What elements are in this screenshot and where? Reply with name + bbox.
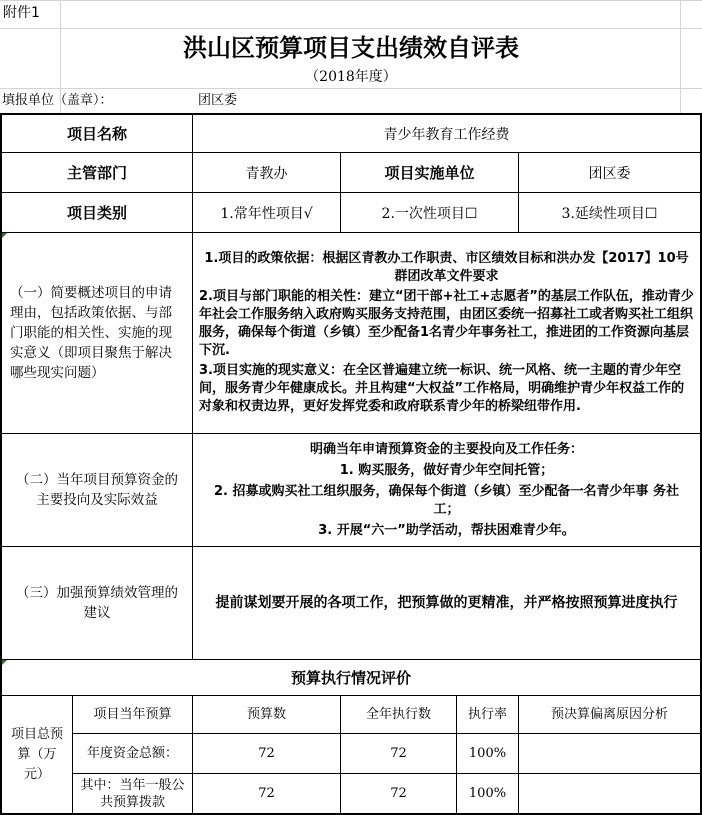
col-header-actual: 全年执行数 [365, 706, 431, 722]
category-option-2: 2.一次性项目☐ [381, 205, 478, 222]
col-header-project-budget: 项目当年预算 [93, 706, 172, 722]
row2-reason [519, 774, 700, 813]
row1-actual: 72 [390, 745, 407, 761]
supervisor-value: 青教办 [245, 165, 288, 182]
project-name-label: 项目名称 [66, 125, 127, 143]
row1-rate: 100% [468, 745, 507, 761]
section1-label: （一）简要概述项目的申请理由，包括政策依据、与部门职能的相关性、实施的现实意义（即项目聚焦于解决哪些现实问题） [10, 285, 172, 381]
filling-unit-value: 团区委 [198, 93, 238, 108]
category-option-1: 1.常年性项目√ [220, 205, 313, 222]
row2-name: 其中：当年一般公共预算拨款 [80, 777, 185, 810]
gridline [0, 88, 702, 89]
section1-line-3: 3.项目实施的现实意义：在全区普遍建立统一标识、统一风格、统一主题的青少年空间，服务青少年健康成长。并且构建“大权益”工作格局，明确维护青少年权益工作的对象和权责边界，更好发挥党委和政府联系青少年的桥梁纽带作用. [199, 363, 685, 414]
section2-line-3: 2. 招募或购买社工组织服务，确保每个街道（乡镇）至少配备一名青少年事 务社工； [213, 483, 680, 517]
row1-budget: 72 [258, 745, 275, 761]
total-budget-label: 项目总预算（万元） [10, 726, 63, 782]
budget-eval-header: 预算执行情况评价 [290, 669, 411, 687]
supervisor-label: 主管部门 [66, 164, 127, 182]
row1-name: 年度资金总额： [86, 745, 178, 761]
gridline [0, 0, 702, 1]
section1-line-1: 1.项目的政策依据：根据区青教办工作职责、市区绩效目标和洪办发【2017】10号群团改革文件要求 [204, 251, 689, 284]
row1-reason [519, 734, 700, 773]
category-option-3: 3.延续性项目☐ [561, 205, 658, 222]
col-header-reason: 预决算偏离原因分析 [550, 706, 668, 722]
section2-line-1: 明确当年申请预算资金的主要投向及工作任务： [309, 441, 583, 457]
row2-actual: 72 [390, 785, 407, 801]
col-header-budget-amount: 预算数 [246, 706, 286, 722]
row2-budget: 72 [258, 785, 275, 801]
col-header-rate: 执行率 [467, 706, 507, 722]
section3-label: （三）加强预算绩效管理的建议 [16, 585, 178, 621]
evaluation-table [0, 113, 702, 815]
row2-rate: 100% [468, 785, 507, 801]
impl-unit-value: 团区委 [588, 165, 631, 182]
section1-line-2: 2.项目与部门职能的相关性：建立“团干部+社工+志愿者”的基层工作队伍，推动青少年社会工作服务纳入政府购买服务支持范围，由团区委统一招募社工或者购买社工组织服务，确保每个街道（乡镇）至少配备1名青少年事务社工，推进团的工作资源向基层下沉. [199, 289, 694, 358]
section3-text: 提前谋划要开展的各项工作，把预算做的更精准，并严格按照预算进度执行 [215, 595, 678, 611]
category-label: 项目类别 [66, 204, 127, 222]
attachment-label: 附件1 [3, 5, 40, 21]
section2-line-4: 3. 开展“六一”助学活动，帮扶困难青少年。 [318, 522, 575, 538]
impl-unit-label: 项目实施单位 [384, 164, 475, 182]
section2-line-2: 1. 购买服务，做好青少年空间托管； [339, 462, 554, 478]
section2-label: （二）当年项目预算资金的主要投向及实际效益 [16, 472, 178, 508]
project-name-value: 青少年教育工作经费 [383, 126, 510, 143]
filling-unit-label: 填报单位（盖章）： [2, 93, 113, 108]
page-title: 洪山区预算项目支出绩效自评表 [183, 34, 519, 62]
gridline [0, 28, 702, 29]
report-year: （2018年度） [305, 69, 397, 85]
